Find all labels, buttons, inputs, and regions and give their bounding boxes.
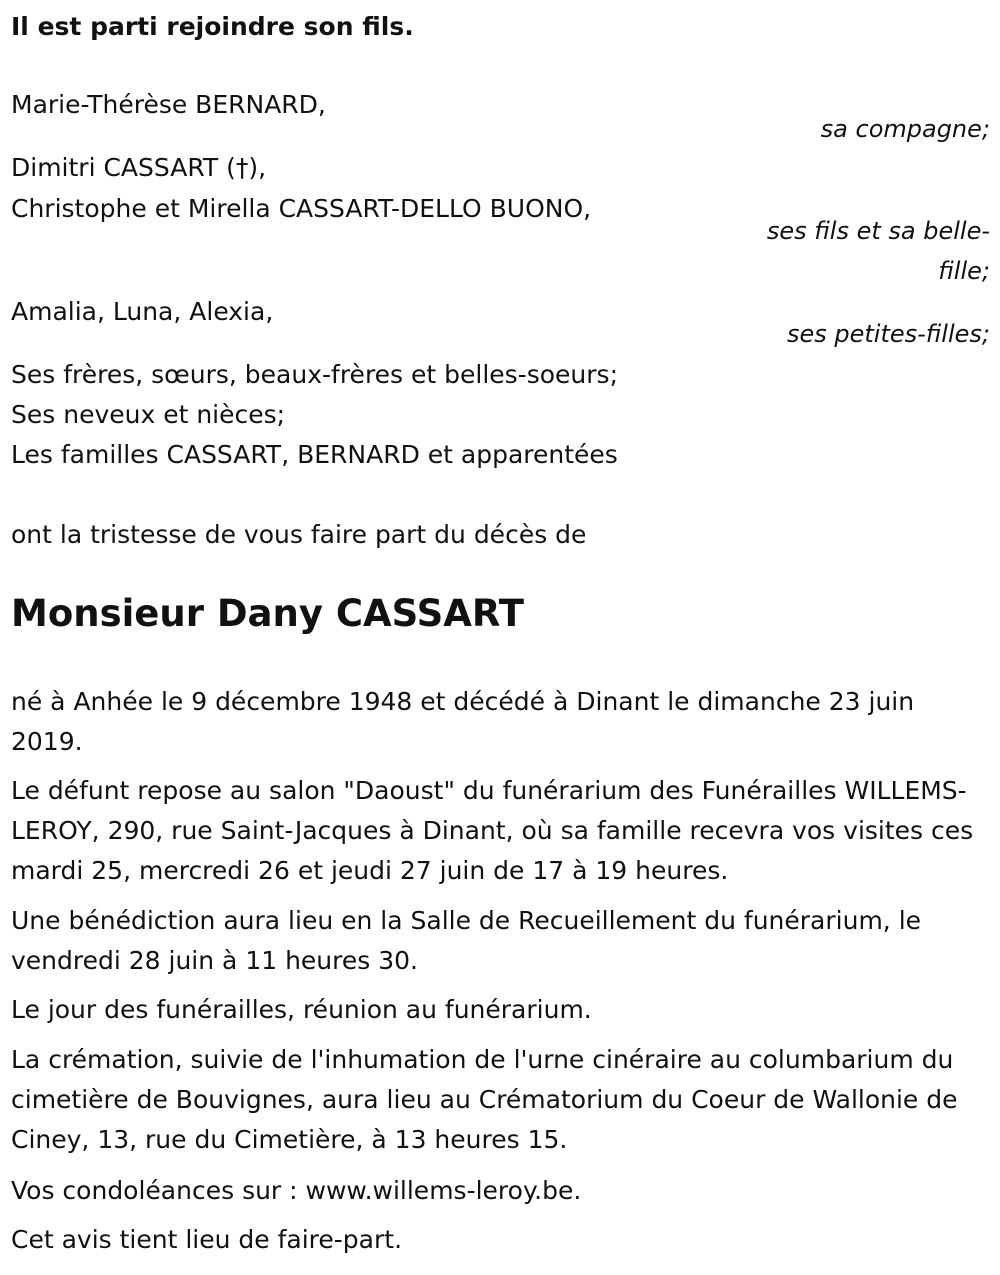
sons-role-continued: fille; <box>938 257 990 285</box>
families-line: Les familles CASSART, BERNARD et apparentées <box>11 440 618 469</box>
sons-role: ses fils et sa belle- <box>766 217 990 245</box>
nephews-line: Ses neveux et nièces; <box>11 400 286 429</box>
intro-line: Il est parti rejoindre son fils. <box>11 12 414 41</box>
notice-paragraph: Cet avis tient lieu de faire-part. <box>11 1225 403 1254</box>
blessing-paragraph: Une bénédiction aura lieu en la Salle de Recueillement du funérarium, le vendredi 28 juin à 11 heures 30. <box>11 906 922 975</box>
companion-name: Marie-Thérèse BERNARD, <box>11 90 326 119</box>
meeting-paragraph: Le jour des funérailles, réunion au funérarium. <box>11 995 592 1024</box>
companion-role: sa compagne; <box>820 115 990 143</box>
son-name: Dimitri CASSART (†), <box>11 153 267 182</box>
repose-paragraph: Le défunt repose au salon "Daoust" du funérarium des Funérailles WILLEMS-LEROY, 290, rue Saint-Jacques à Dinant, où sa famille recevra vos visites ces mardi 25, mercredi 26 et jeudi 27 juin de 17 à 19 heures. <box>11 776 974 885</box>
birth-death-paragraph: né à Anhée le 9 décembre 1948 et décédé à Dinant le dimanche 23 juin 2019. <box>11 687 915 756</box>
deceased-name: Monsieur Dany CASSART <box>11 592 524 635</box>
cremation-paragraph: La crémation, suivie de l'inhumation de l'urne cinéraire au columbarium du cimetière de Bouvignes, aura lieu au Crématorium du Coeur de Wallonie de Ciney, 13, rue du Cimetière, à 13 heures 15. <box>11 1045 958 1154</box>
granddaughters-names: Amalia, Luna, Alexia, <box>11 297 274 326</box>
condolences-paragraph: Vos condoléances sur : www.willems-leroy.be. <box>11 1176 582 1205</box>
granddaughters-role: ses petites-filles; <box>786 320 990 348</box>
announcement-line: ont la tristesse de vous faire part du décès de <box>11 520 587 549</box>
son-name: Christophe et Mirella CASSART-DELLO BUONO, <box>11 194 592 223</box>
siblings-line: Ses frères, sœurs, beaux-frères et belles-soeurs; <box>11 360 618 389</box>
